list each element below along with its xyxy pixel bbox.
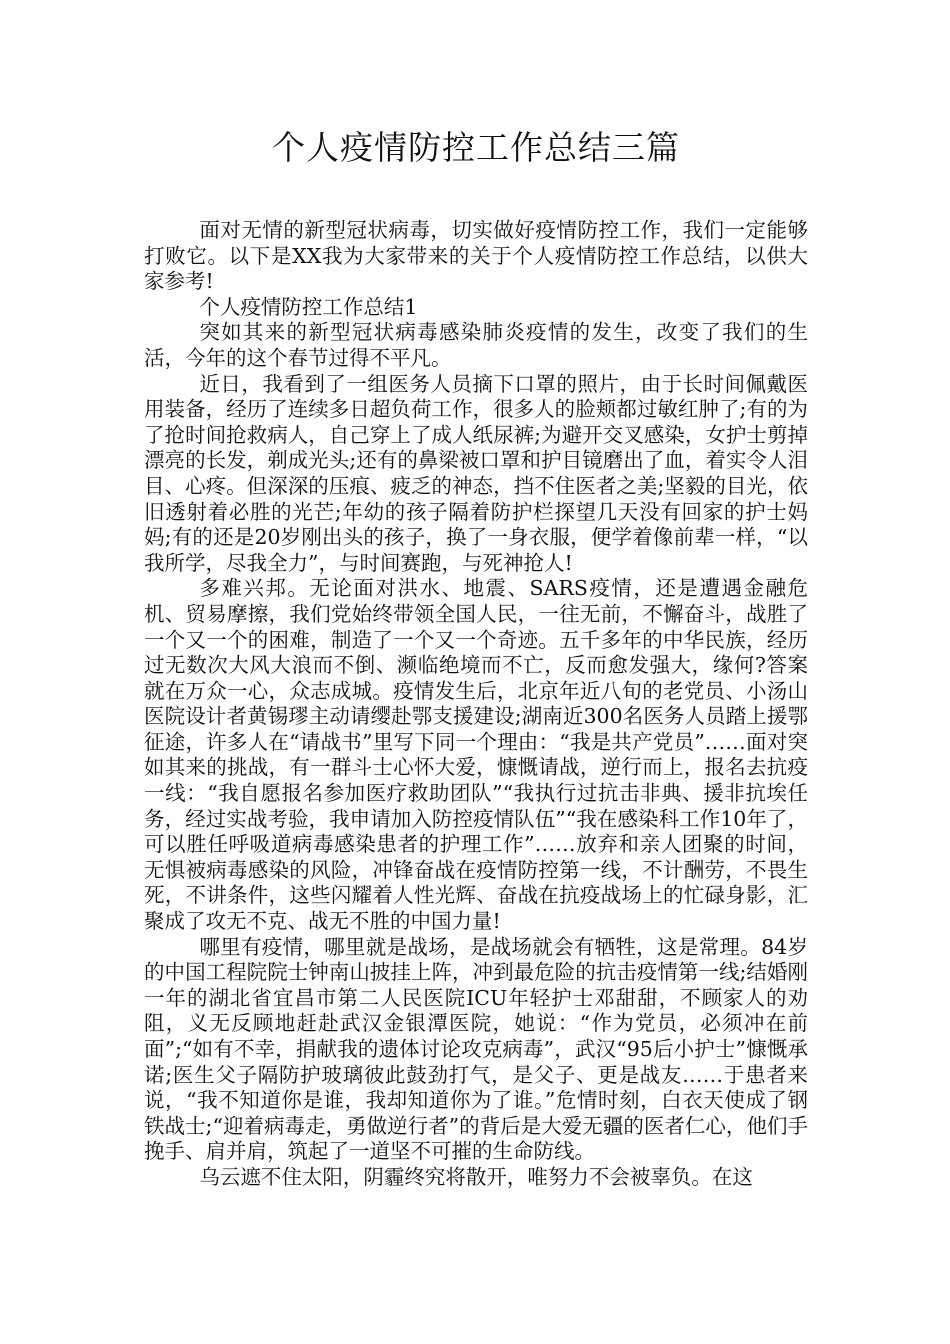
paragraph-3: 多难兴邦。无论面对洪水、地震、SARS疫情，还是遭遇金融危机、贸易摩擦，我们党始终带领全国人民，一往无前，不懈奋斗，战胜了一个又一个的困难，制造了一个又一个奇迹。五千多年的中华民族，经历过无数次大风大浪而不倒、濒临绝境而不亡，反而愈发强大，缘何?答案就在万众一心，众志成城。疫情发生后，北京年近八旬的老党员、小汤山医院设计者黄锡璆主动请缨赴鄂支援建设;湖南近300名医务人员踏上援鄂征途，许多人在“请战书”里写下同一个理由：“我是共产党员”……面对突如其来的挑战，有一群斗士心怀大爱，慷慨请战，逆行而上，报名去抗疫一线：“我自愿报名参加医疗救助团队”“我执行过抗击非典、援非抗埃任务，经过实战考验，我申请加入防控疫情队伍”“我在感染科工作10年了，可以胜任呼吸道病毒感染患者的护理工作”……放弃和亲人团聚的时间，无惧被病毒感染的风险，冲锋奋战在疫情防控第一线，不计酬劳，不畏生死，不讲条件，这些闪耀着人性光辉、奋战在抗疫战场上的忙碌身影，汇聚成了攻无不克、战无不胜的中国力量! <box>144 576 808 934</box>
paragraph-1: 突如其来的新型冠状病毒感染肺炎疫情的发生，改变了我们的生活，今年的这个春节过得不平凡。 <box>144 320 808 370</box>
document-title: 个人疫情防控工作总结三篇 <box>272 128 680 167</box>
paragraph-4: 哪里有疫情，哪里就是战场，是战场就会有牺牲，这是常理。84岁的中国工程院院士钟南山披挂上阵，冲到最危险的抗击疫情第一线;结婚刚一年的湖北省宜昌市第二人民医院ICU年轻护士邓甜甜，不顾家人的劝阻，义无反顾地赶赴武汉金银潭医院，她说：“作为党员，必须冲在前面”;“如有不幸，捐献我的遗体讨论攻克病毒”，武汉“95后小护士”慷慨承诺;医生父子隔防护玻璃彼此鼓劲打气，是父子、更是战友……于患者来说，“我不知道你是谁，我却知道你为了谁。”危情时刻，白衣天使成了钢铁战士;“迎着病毒走，勇做逆行者”的背后是大爱无疆的医者仁心，他们手挽手、肩并肩，筑起了一道坚不可摧的生命防线。 <box>144 934 808 1164</box>
section-heading-1: 个人疫情防控工作总结1 <box>199 294 418 319</box>
document-body <box>144 218 808 1191</box>
paragraph-intro: 面对无情的新型冠状病毒，切实做好疫情防控工作，我们一定能够打败它。以下是XX我为大家带来的关于个人疫情防控工作总结，以供大家参考! <box>144 218 808 294</box>
paragraph-2: 近日，我看到了一组医务人员摘下口罩的照片，由于长时间佩戴医用装备，经历了连续多日超负荷工作，很多人的脸颊都过敏红肿了;有的为了抢时间抢救病人，自己穿上了成人纸尿裤;为避开交叉感染，女护士剪掉漂亮的长发，剃成光头;还有的鼻梁被口罩和护目镜磨出了血，着实令人泪目、心疼。但深深的压痕、疲乏的神态，挡不住医者之美;坚毅的目光，依旧透射着必胜的光芒;年幼的孩子隔着防护栏探望几天没有回家的护士妈妈;有的还是20岁刚出头的孩子，换了一身衣服，便学着像前辈一样，“以我所学，尽我全力”，与时间赛跑，与死神抢人! <box>144 371 808 575</box>
paragraph-5: 乌云遮不住太阳，阴霾终究将散开，唯努力不会被辜负。在这 <box>199 1164 753 1189</box>
